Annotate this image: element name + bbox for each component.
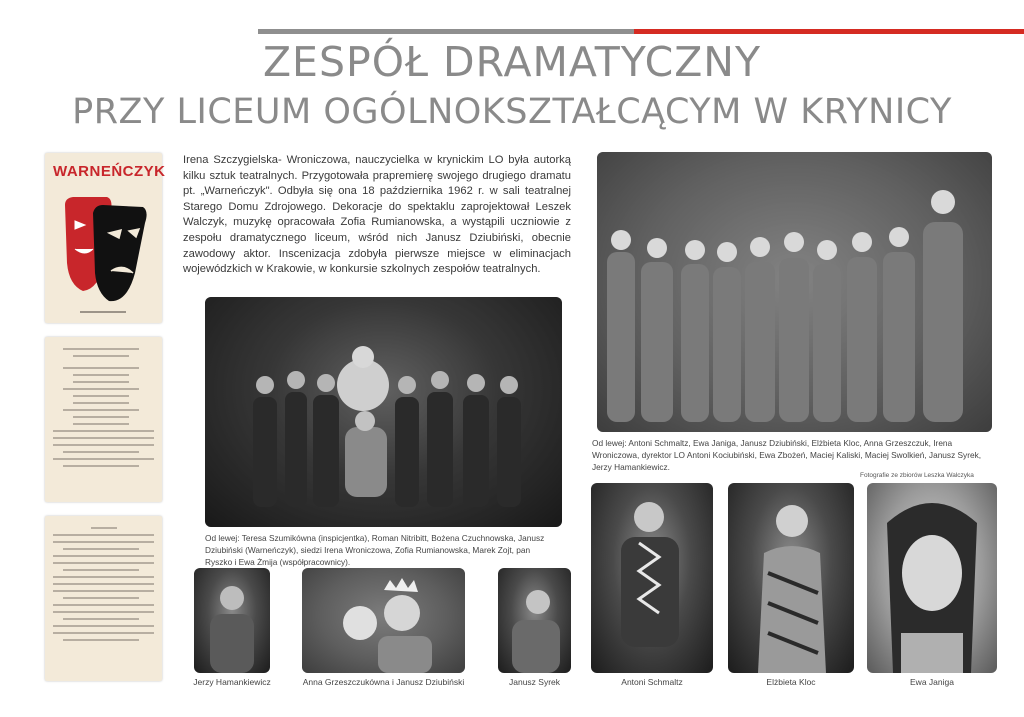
page-subtitle: PRZY LICEUM OGÓLNOKSZTAŁCĄCYM W KRYNICY	[72, 92, 952, 132]
poster-warnenczyk	[45, 153, 166, 323]
portrait-name: Ewa Janiga	[910, 677, 954, 687]
portrait-elzbieta-kloc	[728, 483, 854, 673]
portrait-antoni-schmaltz	[591, 483, 713, 673]
portrait-name: Antoni Schmaltz	[621, 677, 683, 687]
group-photo-caption: Od lewej: Teresa Szumikówna (inspicjentka), Roman Nitribitt, Bożena Czuchnowska, Janusz Dziubiński (Warneńczyk), siedzi Irena Wroniczowa, Zofia Rumianowska, Marek Zojt, pan Ryszko i Ewa Żmija (współpracownicy).	[205, 533, 545, 567]
cast-photo	[597, 152, 992, 432]
portrait-name: Janusz Syrek	[508, 677, 561, 687]
portrait-ewa-janiga	[867, 483, 997, 673]
portrait-anna-grzeszczukowna-janusz-dziubinski	[302, 568, 465, 673]
portrait-jerzy-hamankiewicz	[194, 568, 270, 673]
programme-document-2	[45, 516, 162, 681]
photo-credit: Fotografie ze zbiorów Leszka Walczyka	[860, 472, 974, 479]
group-photo	[205, 297, 562, 527]
header-rule-red	[634, 29, 1024, 34]
portrait-janusz-syrek	[498, 568, 571, 673]
theatre-masks-icon	[45, 153, 162, 323]
header-rule-grey	[258, 29, 634, 34]
portrait-name: Anna Grzeszczukówna i Janusz Dziubiński	[302, 677, 465, 687]
page-title: ZESPÓŁ DRAMATYCZNY	[262, 38, 762, 86]
portrait-name: Elżbieta Kloc	[766, 677, 816, 687]
portrait-name: Jerzy Hamankiewicz	[193, 677, 271, 687]
programme-document-1	[45, 337, 162, 502]
poster-title: WARNEŃCZYK	[53, 163, 166, 180]
intro-paragraph: Irena Szczygielska- Wroniczowa, nauczycielka w krynickim LO była autorką kilku sztuk teatralnych. Przygotowała prapremierę swojego drugiego dramatu pt. „Warneńczyk". Odbyła się ona 18 października 1962 r. w sali teatralnej Starego Domu Zdrojowego. Dekoracje do spektaklu zaprojektował Leszek Walczyk, muzykę opracowała Zofia Rumianowska, a wystąpili uczniowie z zespołu dramatycznego liceum, wśród nich Janusz Dziubiński, obecnie zawodowy aktor. Inscenizacja zdobyła pierwsze miejsce w eliminacjach wojewódzkich w Krakowie, w konkursie szkolnych zespołów teatralnych.	[183, 154, 571, 276]
cast-photo-caption: Od lewej: Antoni Schmaltz, Ewa Janiga, Janusz Dziubiński, Elżbieta Kloc, Anna Grzeszczuk, Irena Wroniczowa, dyrektor LO Antoni Kociubiński, Ewa Zbożeń, Maciej Kaliski, Maciej Swolkień, Janusz Syrek, Jerzy Hamankiewicz.	[592, 438, 982, 472]
